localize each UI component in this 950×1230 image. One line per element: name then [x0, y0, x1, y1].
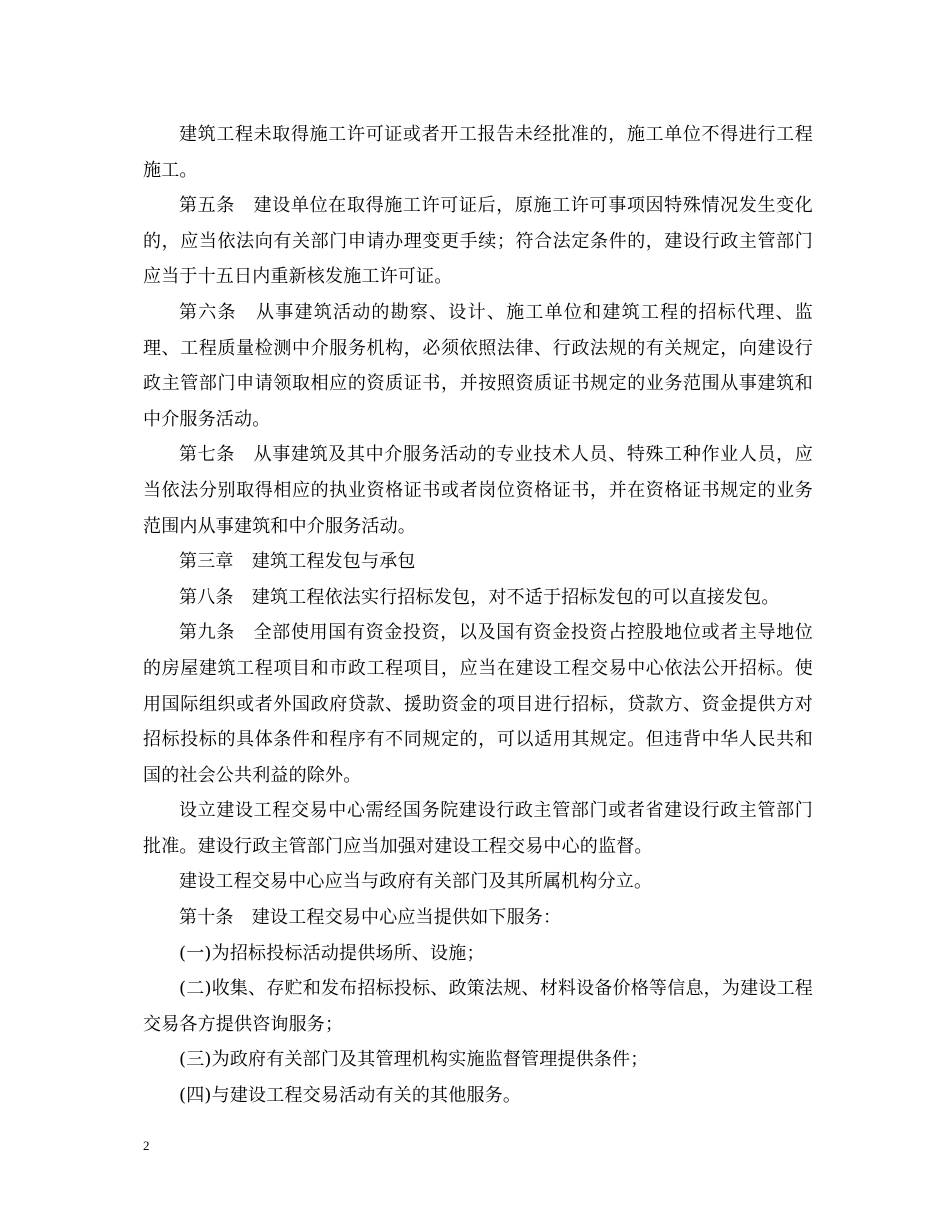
paragraph: 建筑工程未取得施工许可证或者开工报告未经批准的，施工单位不得进行工程施工。: [143, 124, 813, 181]
paragraph: 第九条 全部使用国有资金投资，以及国有资金投资占控股地位或者主导地位的房屋建筑工程项目和市政工程项目，应当在建设工程交易中心依法公开招标。使用国际组织或者外国政府贷款、援助资金的项目进行招标，贷款方、资金提供方对招标投标的具体条件和程序有不同规定的，可以适用其规定。但违背中华人民共和国的社会公共利益的除外。: [143, 622, 813, 786]
paragraph: 第十条 建设工程交易中心应当提供如下服务：: [179, 907, 562, 929]
paragraph: 第六条 从事建筑活动的勘察、设计、施工单位和建筑工程的招标代理、监理、工程质量检测中介服务机构，必须依照法律、行政法规的有关规定，向建设行政主管部门申请领取相应的资质证书，并按照资质证书规定的业务范围从事建筑和中介服务活动。: [143, 301, 813, 430]
list-item: (四)与建设工程交易活动有关的其他服务。: [179, 1085, 522, 1107]
list-item: (三)为政府有关部门及其管理机构实施监督管理提供条件；: [179, 1049, 649, 1071]
page-number: 2: [143, 1138, 150, 1153]
paragraph: 第七条 从事建筑及其中介服务活动的专业技术人员、特殊工种作业人员，应当依法分别取得相应的执业资格证书或者岗位资格证书，并在资格证书规定的业务范围内从事建筑和中介服务活动。: [143, 444, 813, 537]
paragraph: 建设工程交易中心应当与政府有关部门及其所属机构分立。: [179, 871, 653, 893]
paragraph: 设立建设工程交易中心需经国务院建设行政主管部门或者省建设行政主管部门批准。建设行政主管部门应当加强对建设工程交易中心的监督。: [143, 800, 813, 857]
list-item: (一)为招标投标活动提供场所、设施；: [179, 942, 485, 964]
list-item: (二)收集、存贮和发布招标投标、政策法规、材料设备价格等信息，为建设工程交易各方提供咨询服务；: [143, 978, 813, 1035]
chapter-heading: 第三章 建筑工程发包与承包: [179, 551, 416, 573]
paragraph: 第五条 建设单位在取得施工许可证后，原施工许可事项因特殊情况发生变化的，应当依法向有关部门申请办理变更手续；符合法定条件的，建设行政主管部门应当于十五日内重新核发施工许可证。: [143, 195, 813, 288]
document-body: [143, 117, 813, 1114]
paragraph: 第八条 建筑工程依法实行招标发包，对不适于招标发包的可以直接发包。: [179, 586, 780, 608]
